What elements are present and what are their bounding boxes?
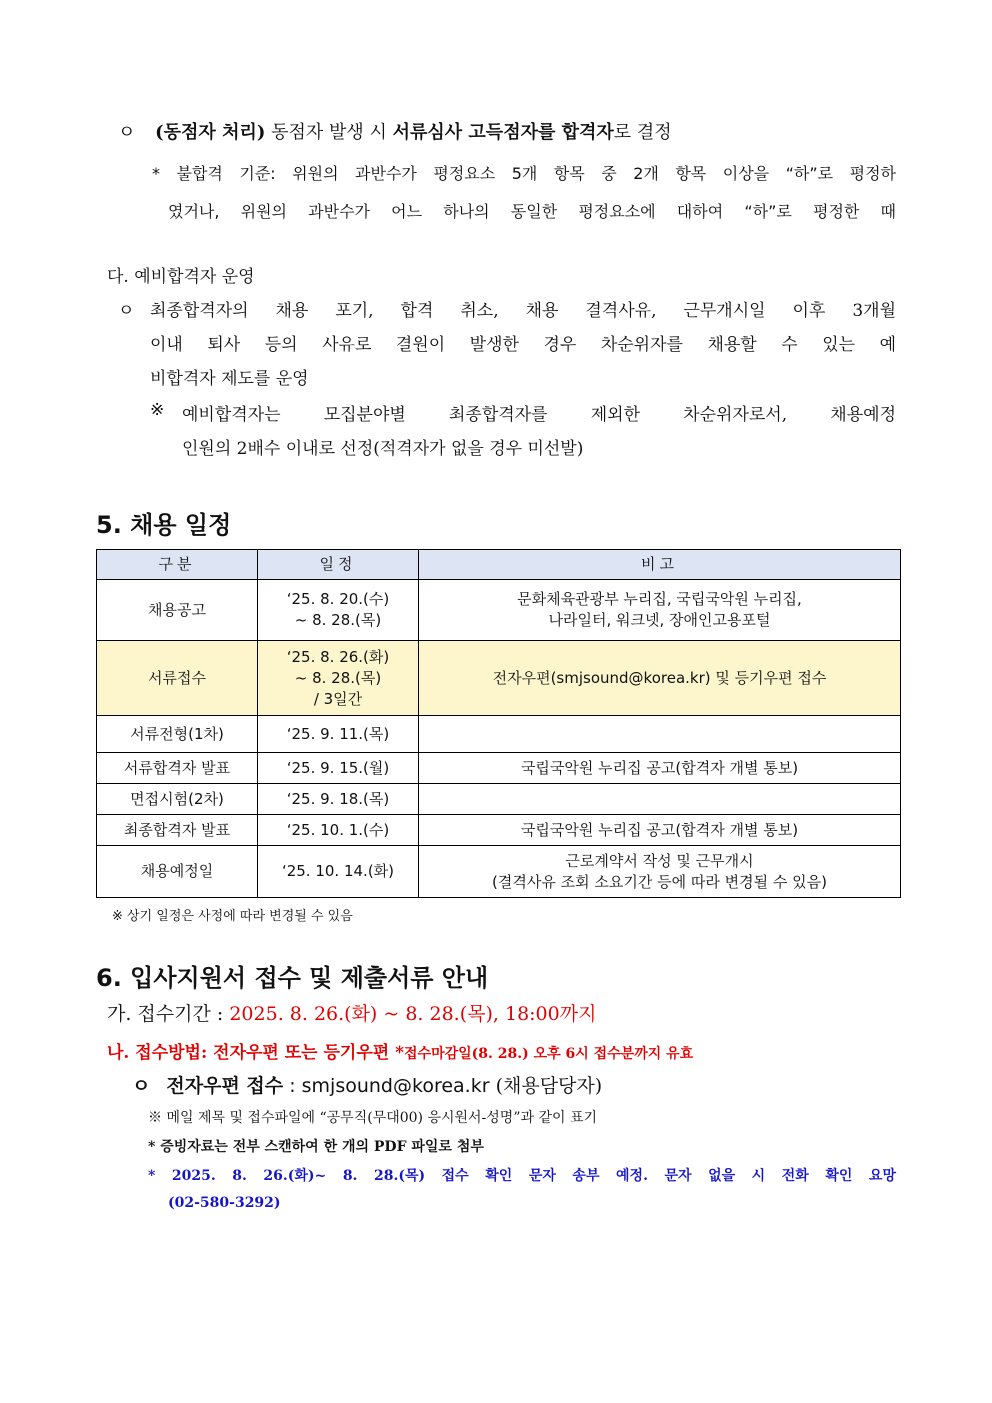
section-6-title: 6. 입사지원서 접수 및 제출서류 안내 [96,964,489,992]
reserve-note-line-1: 예비합격자는 모집분야별 최종합격자를 제외한 차순위자로서, 채용예정 [182,405,896,425]
method-note: 접수마감일(8. 28.) 오후 6시 접수분까지 유효 [404,1046,694,1062]
section-5-title: 5. 채용 일정 [96,511,232,539]
row-date [258,580,419,641]
row-date: ‘25. 9. 15.(월) [258,753,419,784]
row-remark-line: 문화체육관광부 누리집, 국립국악원 누리집, [517,590,802,608]
row-remark [419,716,901,753]
tie-label: (동점자 처리) [155,122,266,143]
tie-text-1: 동점자 발생 시 [265,122,393,143]
row-category: 최종합격자 발표 [97,815,258,846]
reference-mark-icon: ※ [150,400,165,420]
row-date [258,641,419,716]
row-category: 서류접수 [97,641,258,716]
table-row [97,784,901,815]
row-remark: 국립국악원 누리집 공고(합격자 개별 통보) [419,815,901,846]
row-remark-line: 근로계약서 작성 및 근무개시 [565,851,754,870]
tie-bold: 서류심사 고득점자를 합격자 [392,122,614,143]
reserve-line-3: 비합격자 제도를 운영 [150,369,309,389]
email-address[interactable]: smjsound@korea.kr [301,1075,490,1097]
header-remark: 비고 [419,550,901,580]
row-remark [419,846,901,898]
tie-note-line-2: 였거나, 위원의 과반수가 어느 하나의 동일한 평정요소에 대하여 “하”로 평정한 때 [168,202,896,221]
reserve-note-line-2: 인원의 2배수 이내로 선정(적격자가 없을 경우 미선발) [182,439,584,459]
table-header-row [97,550,901,580]
row-date-line: ~ 8. 28.(목) [294,668,382,687]
row-date-line: ‘25. 8. 20.(수) [286,590,390,608]
row-date-line: ‘25. 8. 26.(화) [286,647,390,666]
table-row [97,753,901,784]
table-row [97,580,901,641]
schedule-footnote: ※ 상기 일정은 사정에 따라 변경될 수 있음 [112,909,353,924]
tie-note-line-1: * 불합격 기준: 위원의 과반수가 평정요소 5개 항목 중 2개 항목 이상을 “하”로 평정하 [152,164,896,183]
email-owner: (채용담당자) [489,1075,603,1097]
bullet-icon: ㅇ [118,122,136,143]
tie-rule [118,118,672,144]
row-remark [419,580,901,641]
email-separator: : [283,1075,302,1097]
period-label: 가. 접수기간 : [107,1003,230,1025]
method-label: 나. 접수방법: 전자우편 또는 등기우편 * [107,1043,405,1063]
bullet-icon: ㅇ [132,1075,151,1097]
row-remark: 국립국악원 누리집 공고(합격자 개별 통보) [419,753,901,784]
tie-text-2: 로 결정 [613,122,672,143]
row-remark-line: 나라일터, 워크넷, 장애인고용포털 [548,611,771,629]
email-label: 전자우편 접수 [166,1075,284,1097]
row-category: 채용공고 [97,580,258,641]
row-date: ‘25. 10. 1.(수) [258,815,419,846]
row-remark [419,641,901,716]
schedule-table [96,549,901,898]
bullet-icon: ㅇ [118,301,135,321]
row-date: ‘25. 9. 18.(목) [258,784,419,815]
period-line [107,999,596,1026]
reserve-line-2: 이내 퇴사 등의 사유로 결원이 발생한 경우 차순위자를 채용할 수 있는 예 [150,335,896,355]
row-category: 채용예정일 [97,846,258,898]
header-category: 구분 [97,550,258,580]
header-date: 일정 [258,550,419,580]
reserve-line-1: 최종합격자의 채용 포기, 합격 취소, 채용 결격사유, 근무개시일 이후 3개월 [150,301,896,321]
period-value: 2025. 8. 26.(화) ~ 8. 28.(목), 18:00까지 [229,1003,597,1025]
row-category: 서류합격자 발표 [97,753,258,784]
row-date: ‘25. 10. 14.(화) [258,846,419,898]
method-line [107,1038,693,1063]
row-remark-line: (결격사유 조회 소요기간 등에 따라 변경될 수 있음) [492,872,827,891]
table-row [97,815,901,846]
row-date: ‘25. 9. 11.(목) [258,716,419,753]
row-category: 서류전형(1차) [97,716,258,753]
email-line [132,1071,602,1098]
row-remark-line: 전자우편(smjsound@korea.kr) 및 등기우편 접수 [492,668,827,687]
row-date-line: ~ 8. 28.(목) [294,611,382,629]
row-remark [419,784,901,815]
email-note-2: * 증빙자료는 전부 스캔하여 한 개의 PDF 파일로 첨부 [148,1139,484,1155]
email-note-3-line-2: (02-580-3292) [168,1195,281,1211]
row-category: 면접시험(2차) [97,784,258,815]
email-note-1: ※ 메일 제목 및 접수파일에 “공무직(무대00) 응시원서-성명”과 같이 표기 [148,1110,598,1126]
table-row [97,716,901,753]
table-row [97,641,901,716]
reserve-heading: 다. 예비합격자 운영 [107,267,255,287]
table-row [97,846,901,898]
row-date-line: / 3일간 [313,689,363,708]
email-note-3-line-1: * 2025. 8. 26.(화)~ 8. 28.(목) 접수 확인 문자 송부 예정. 문자 없을 시 전화 확인 요망 [148,1168,896,1184]
